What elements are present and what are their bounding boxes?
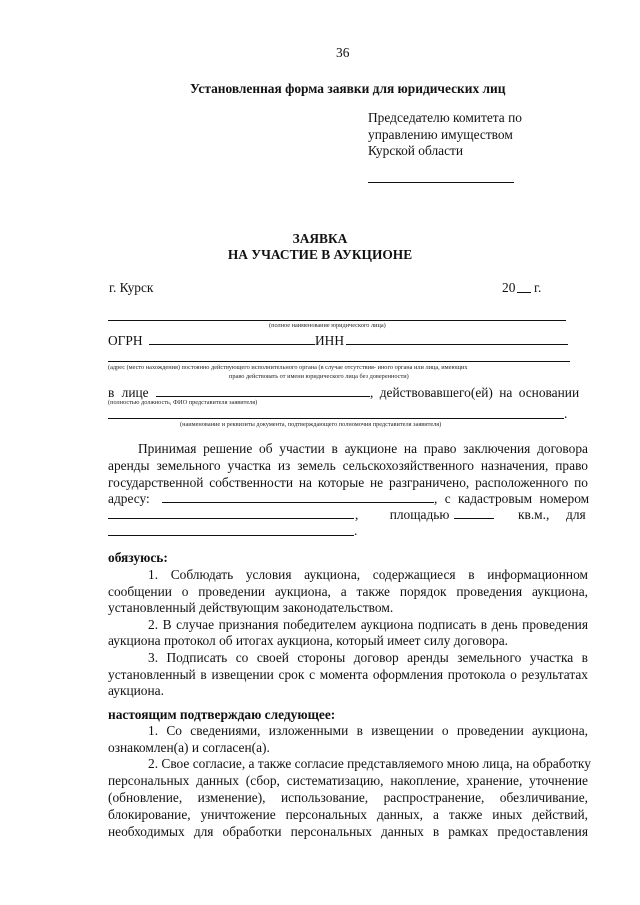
cadastral-label: , с кадастровым номером — [434, 491, 590, 506]
page-number: 36 — [336, 45, 350, 60]
addressee-line-2: управлению имуществом — [368, 127, 513, 142]
representative-field[interactable] — [156, 396, 370, 397]
inn-field[interactable] — [346, 344, 568, 345]
year-field[interactable] — [517, 292, 531, 293]
confirmation-2-line-2: персональных данных (сбор, систематизацию, накопление, хранение, уточнение — [108, 773, 588, 788]
confirmations-heading: настоящим подтверждаю следующее: — [108, 707, 336, 722]
plot-address-field[interactable] — [162, 502, 434, 503]
document-heading-1: ЗАЯВКА — [292, 231, 348, 246]
representative-hint: (полностью должность, ФИО представителя заявителя) — [108, 399, 258, 406]
area-unit: кв.м., — [518, 507, 550, 522]
confirmation-2-line-1: 2. Свое согласие, а также согласие представляемого мною лица, на обработку — [148, 756, 591, 771]
obligation-1-line-3: установленный действующим законодательством. — [108, 600, 394, 615]
obligation-1-line-1: 1. Соблюдать условия аукциона, содержащиеся в информационном — [148, 567, 588, 582]
obligation-2-line-1: 2. В случае признания победителем аукциона подписать в день проведения — [148, 617, 588, 632]
purpose-field[interactable] — [108, 535, 354, 536]
confirmation-1-line-2: ознакомлен(а) и согласен(а). — [108, 740, 270, 755]
confirmation-2-line-4: блокирование, уничтожение персональных данных, а также иных действий, — [108, 807, 588, 822]
address-label: адресу: — [108, 491, 150, 506]
confirmation-2-line-5: необходимых для обработки персональных данных в рамках предоставления — [108, 824, 588, 839]
address-hint-2: право действовать от имени юридического лица без доверенности) — [229, 373, 409, 380]
intro-line-2: аренды земельного участка из земель сельскохозяйственного назначения, право — [108, 458, 588, 473]
basis-document-hint: (наименование и реквизиты документа, подтверждающего полномочия представителя заявителя) — [180, 421, 442, 428]
inn-label: ИНН — [315, 333, 345, 348]
cadastral-number-field[interactable] — [108, 518, 354, 519]
address-hint-1: (адрес (место нахождения) постоянно действующего исполнительного органа (в случае отсутствия- иного органа или лица, имеющих — [108, 364, 468, 371]
addressee-line-3: Курской области — [368, 143, 464, 158]
obligation-3-line-1: 3. Подписать со своей стороны договор аренды земельного участка в — [148, 650, 588, 665]
addressee-line-1: Председателю комитета по — [368, 110, 522, 125]
place-label: г. Курск — [109, 280, 154, 295]
for-label: для — [566, 507, 586, 522]
obligation-3-line-3: аукциона. — [108, 683, 164, 698]
confirmation-2-line-3: (обновление, изменение), использование, распространение, обезличивание, — [108, 790, 588, 805]
obligations-heading: обязуюсь: — [108, 550, 168, 565]
obligation-2-line-2: аукциона протокол об итогах аукциона, который имеет силу договора. — [108, 633, 508, 648]
address-field[interactable] — [108, 361, 570, 362]
area-field[interactable] — [454, 518, 494, 519]
obligation-1-line-2: сообщении о проведении аукциона, а также порядок проведения аукциона, — [108, 584, 588, 599]
ogrn-field[interactable] — [149, 344, 315, 345]
form-title: Установленная форма заявки для юридических лиц — [190, 81, 506, 96]
confirmation-1-line-1: 1. Со сведениями, изложенными в извещении о проведении аукциона, — [148, 723, 588, 738]
acting-basis-label: , действовавшего(ей) на основании — [370, 385, 580, 400]
basis-document-field[interactable] — [108, 418, 564, 419]
legal-name-field[interactable] — [108, 320, 566, 321]
in-person-label: в лице — [108, 385, 149, 400]
year-suffix: г. — [534, 280, 542, 295]
ogrn-label: ОГРН — [108, 333, 143, 348]
year-prefix: 20 — [502, 280, 516, 295]
legal-name-hint: (полное наименование юридического лица) — [269, 322, 386, 329]
area-label: , площадью — [355, 507, 450, 522]
document-heading-2: НА УЧАСТИЕ В АУКЦИОНЕ — [227, 247, 413, 262]
obligation-3-line-2: установленный в извещении срок с момента оформления протокола о результатах — [108, 667, 588, 682]
addressee-signature-line[interactable] — [368, 182, 514, 183]
intro-line-3: государственной собственности на которые не разграничено, расположенного по — [108, 475, 588, 490]
intro-line-1: Принимая решение об участии в аукционе на право заключения договора — [138, 441, 588, 456]
